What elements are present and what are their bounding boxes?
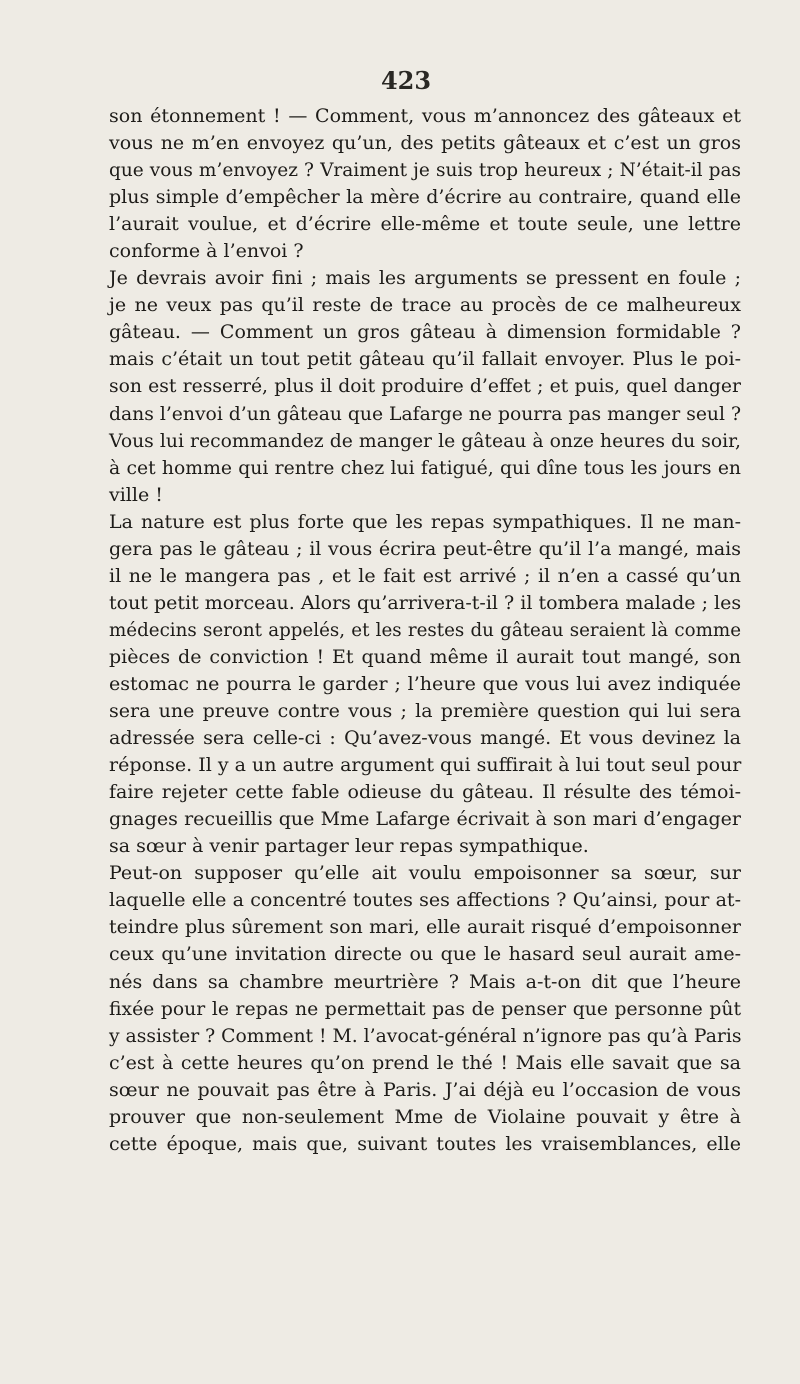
text-line: son est resserré, plus il doit produire d’effet ; et puis, quel danger — [109, 376, 741, 398]
text-line: y assister ? Comment ! M. l’avocat-général n’ignore pas qu’à Paris — [109, 1025, 742, 1047]
text-line: cette époque, mais que, suivant toutes les vraisemblances, elle — [109, 1132, 741, 1155]
text-line: réponse. Il y a un autre argument qui suffirait à lui tout seul pour — [109, 754, 742, 777]
text-line: faire rejeter cette fable odieuse du gâteau. Il résulte des témoi- — [109, 781, 741, 804]
text-line: conforme à l’envoi ? — [109, 240, 304, 263]
text-line: gera pas le gâteau ; il vous écrira peut-être qu’il l’a mangé, mais — [109, 537, 741, 560]
text-line: gâteau. — Comment un gros gâteau à dimension formidable ? — [109, 321, 741, 344]
text-line: tout petit morceau. Alors qu’arrivera-t-il ? il tombera malade ; les — [109, 591, 742, 614]
text-line: nés dans sa chambre meurtrière ? Mais a-t-on dit que l’heure — [109, 970, 741, 993]
text-line: c’est à cette heures qu’on prend le thé ! Mais elle savait que sa — [109, 1051, 741, 1074]
text-line: teindre plus sûrement son mari, elle aurait risqué d’empoisonner — [109, 916, 741, 939]
text-line: il ne le mangera pas , et le fait est arrivé ; il n’en a cassé qu’un — [109, 564, 741, 587]
text-line: sa sœur à venir partager leur repas sympathique. — [109, 835, 589, 858]
text-line: Peut-on supposer qu’elle ait voulu empoisonner sa sœur, sur — [109, 862, 741, 885]
page-number: 423 — [380, 66, 432, 95]
text-line: sera une preuve contre vous ; la première question qui lui sera — [109, 700, 741, 723]
text-line: ville ! — [109, 483, 163, 506]
text-line: que vous m’envoyez ? Vraiment je suis trop heureux ; N’était-il pas — [109, 160, 741, 182]
text-line: l’aurait voulue, et d’écrire elle-même et toute seule, une lettre — [109, 213, 741, 236]
text-line: fixée pour le repas ne permettait pas de penser que personne pût — [109, 998, 741, 1020]
text-line: laquelle elle a concentré toutes ses affections ? Qu’ainsi, pour at- — [109, 889, 741, 912]
text-line: à cet homme qui rentre chez lui fatigué, qui dîne tous les jours en — [109, 457, 741, 479]
text-line: vous ne m’en envoyez qu’un, des petits gâteaux et c’est un gros — [109, 132, 741, 155]
text-line: Je devrais avoir fini ; mais les arguments se pressent en foule ; — [109, 267, 741, 290]
text-line: adressée sera celle-ci : Qu’avez-vous mangé. Et vous devinez la — [109, 727, 741, 750]
text-line: médecins seront appelés, et les restes du gâteau seraient là comme — [109, 619, 741, 641]
text-line: La nature est plus forte que les repas sympathiques. Il ne man- — [109, 510, 741, 533]
text-line: mais c’était un tout petit gâteau qu’il fallait envoyer. Plus le poi- — [109, 348, 741, 371]
text-line: sœur ne pouvait pas être à Paris. J’ai déjà eu l’occasion de vous — [109, 1078, 741, 1101]
text-line: son étonnement ! — Comment, vous m’annoncez des gâteaux et — [109, 105, 741, 127]
text-line: je ne veux pas qu’il reste de trace au procès de ce malheureux — [109, 294, 741, 317]
text-line: ceux qu’une invitation directe ou que le hasard seul aurait ame- — [109, 943, 741, 966]
text-line: pièces de conviction ! Et quand même il aurait tout mangé, son — [109, 645, 741, 668]
body-text — [109, 103, 741, 1158]
text-line: dans l’envoi d’un gâteau que Lafarge ne pourra pas manger seul ? — [109, 403, 741, 425]
text-line: plus simple d’empêcher la mère d’écrire au contraire, quand elle — [109, 186, 741, 209]
text-line: estomac ne pourra le garder ; l’heure que vous lui avez indiquée — [109, 672, 741, 695]
text-line: Vous lui recommandez de manger le gâteau à onze heures du soir, — [109, 430, 741, 452]
text-line: gnages recueillis que Mme Lafarge écrivait à son mari d’engager — [109, 808, 741, 831]
text-line: prouver que non-seulement Mme de Violaine pouvait y être à — [109, 1105, 741, 1128]
